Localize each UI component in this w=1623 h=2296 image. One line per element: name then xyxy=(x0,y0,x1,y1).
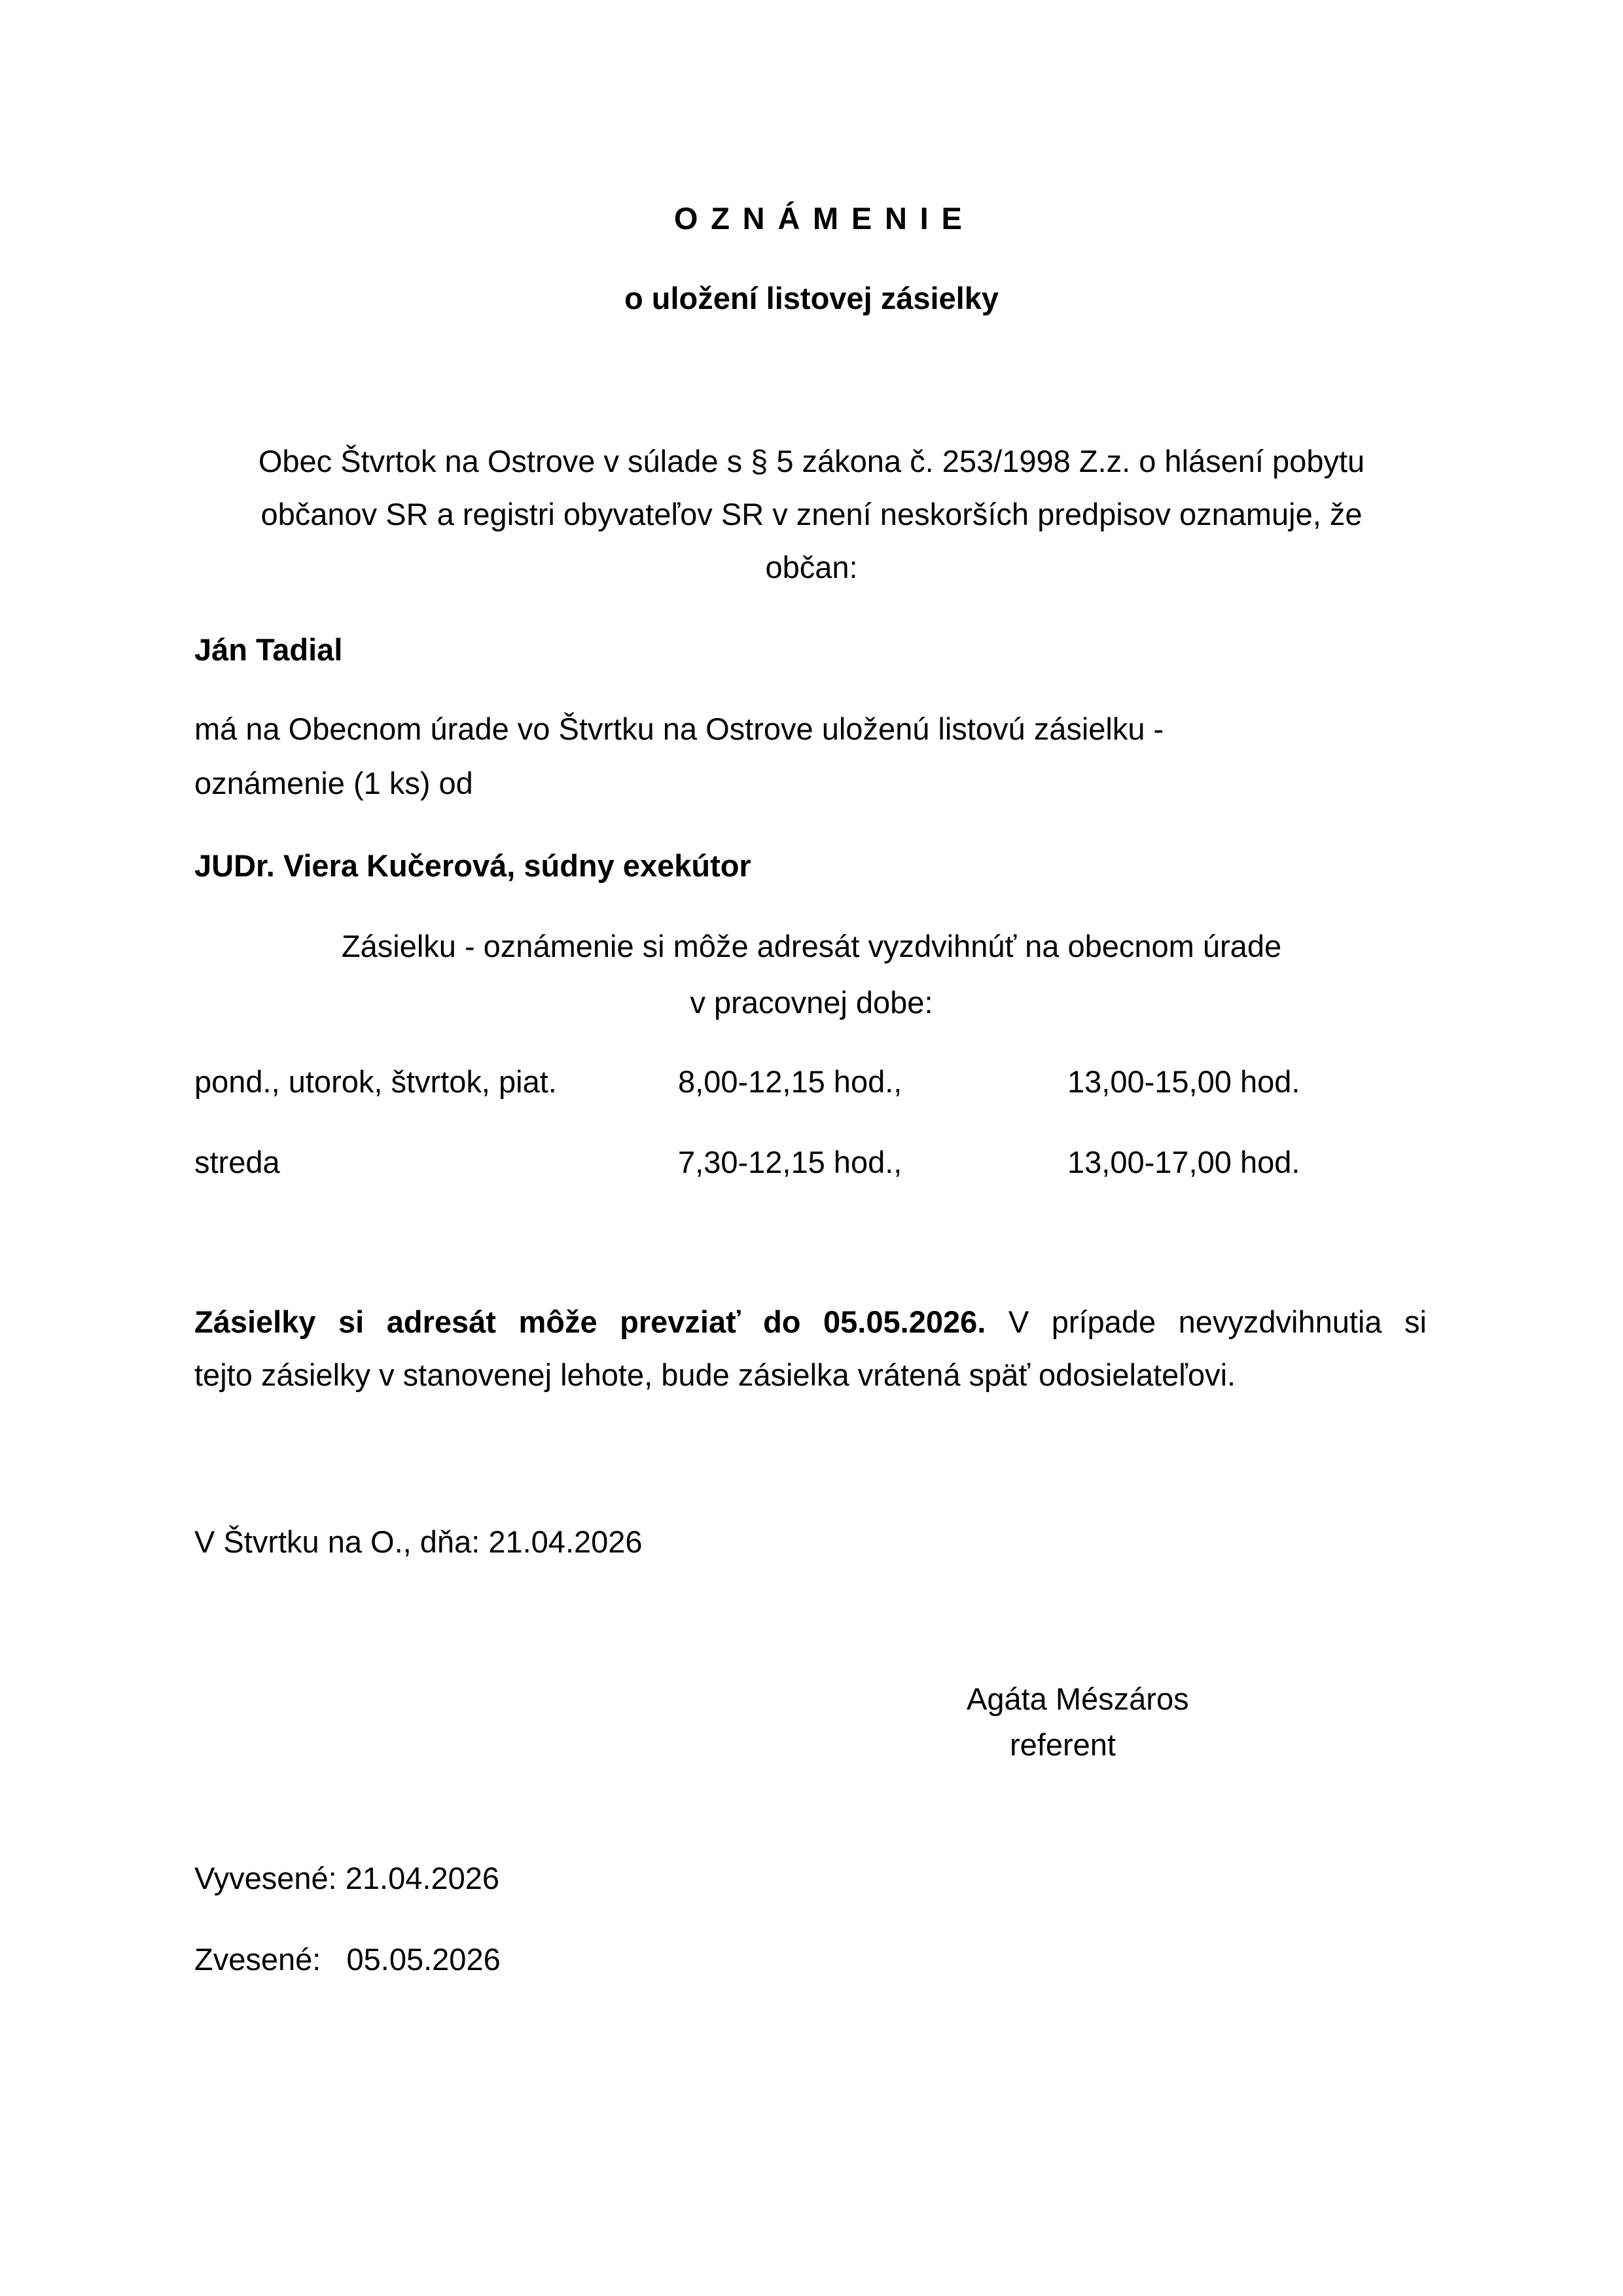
deadline-rest: V prípade nevyzdvihnutia si xyxy=(986,1304,1427,1339)
deadline-line-2: tejto zásielky v stanovenej lehote, bude zásielka vrátená späť odosielateľovi. xyxy=(194,1357,1236,1392)
intro-line-1: Obec Štvrtok na Ostrove v súlade s § 5 zákona č. 253/1998 Z.z. o hlásení pobytu xyxy=(258,444,1365,478)
sender-name: JUDr. Viera Kučerová, súdny exekútor xyxy=(194,848,751,883)
hours-row-1-morning: 8,00-12,15 hod., xyxy=(678,1064,902,1099)
hours-row-1-days: pond., utorok, štvrtok, piat. xyxy=(194,1064,557,1099)
intro-line-2: občanov SR a registri obyvateľov SR v znení neskorších predpisov oznamuje, že xyxy=(260,497,1363,531)
deadline-bold: Zásielky si adresát môže prevziať do 05.05.2026. xyxy=(194,1304,986,1339)
recipient-name: Ján Tadial xyxy=(194,632,343,667)
deposit-line-1: má na Obecnom úrade vo Štvrtku na Ostrove uloženú listovú zásielku - xyxy=(194,711,1164,746)
document-title: OZNÁMENIE xyxy=(673,201,975,236)
signature-role: referent xyxy=(1010,1727,1116,1762)
place-date: V Štvrtku na O., dňa: 21.04.2026 xyxy=(194,1524,643,1559)
signature-name: Agáta Mészáros xyxy=(967,1681,1189,1716)
hours-row-2-morning: 7,30-12,15 hod., xyxy=(678,1145,902,1179)
removed-date: Zvesené: 05.05.2026 xyxy=(194,1942,501,1977)
deadline-line-1 xyxy=(194,1306,1427,1337)
hours-row-2-days: streda xyxy=(194,1145,280,1179)
hours-row-2-afternoon: 13,00-17,00 hod. xyxy=(1067,1145,1300,1179)
deposit-line-2: oznámenie (1 ks) od xyxy=(194,766,473,800)
intro-line-3: občan: xyxy=(765,550,858,584)
pickup-line-2: v pracovnej dobe: xyxy=(690,985,933,1020)
pickup-line-1: Zásielku - oznámenie si môže adresát vyzdvihnúť na obecnom úrade xyxy=(341,929,1282,963)
document-subtitle: o uložení listovej zásielky xyxy=(624,281,999,315)
posted-date: Vyvesené: 21.04.2026 xyxy=(194,1861,500,1895)
hours-row-1-afternoon: 13,00-15,00 hod. xyxy=(1067,1064,1300,1099)
